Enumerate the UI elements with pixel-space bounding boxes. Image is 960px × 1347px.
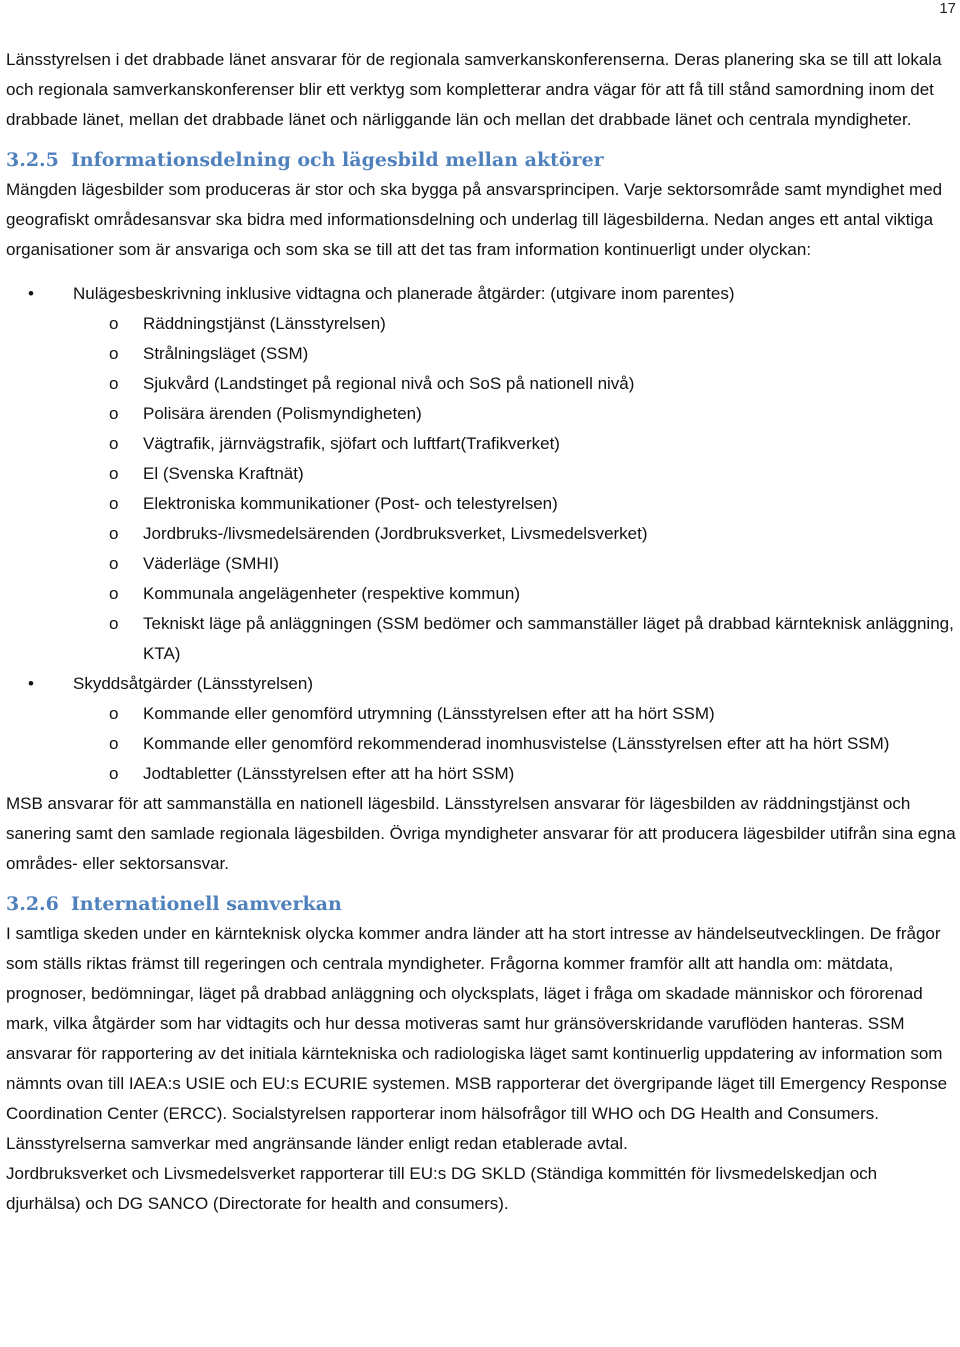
circle-bullet-icon: o — [109, 704, 119, 723]
sub-list-item-text: Kommunala angelägenheter (respektive kommun) — [143, 584, 521, 603]
intro-paragraph: Länsstyrelsen i det drabbade länet ansvarar för de regionala samverkanskonferenserna. Deras planering ska se till att lokala och regionala samverkanskonferenser blir ett verktyg som kompletterar andra vägar för att få till stånd samordning inom det drabbade länet, mellan det drabbade länet och närliggande län och mellan det drabbade länet och centrala myndigheter. — [6, 50, 942, 129]
sub-list-item-text: Elektroniska kommunikationer (Post- och telestyrelsen) — [143, 494, 558, 513]
section-number: 3.2.6 — [6, 893, 59, 915]
sub-list-item-text: Jodtabletter (Länsstyrelsen efter att ha hört SSM) — [143, 764, 515, 783]
sub-list — [73, 309, 956, 669]
circle-bullet-icon: o — [109, 404, 119, 423]
circle-bullet-icon: o — [109, 374, 119, 393]
sub-list-item-text: Vägtrafik, järnvägstrafik, sjöfart och luftfart(Trafikverket) — [143, 434, 560, 453]
sub-list-item — [73, 489, 956, 519]
sub-list-item-text: Väderläge (SMHI) — [143, 554, 280, 573]
list-item-text: Nulägesbeskrivning inklusive vidtagna och planerade åtgärder: (utgivare inom parentes) — [73, 284, 735, 303]
section-number: 3.2.5 — [6, 149, 59, 171]
section-title: Informationsdelning och lägesbild mellan aktörer — [70, 149, 604, 171]
sub-list-item-text: Tekniskt läge på anläggningen (SSM bedömer och sammanställer läget på drabbad kärnteknisk anläggning, KTA) — [143, 614, 954, 663]
circle-bullet-icon: o — [109, 524, 119, 543]
bullet-list — [6, 279, 956, 789]
sub-list-item — [73, 519, 956, 549]
section-heading-3-2-6 — [6, 889, 956, 919]
circle-bullet-icon: o — [109, 494, 119, 513]
sub-list-item — [73, 609, 956, 669]
circle-bullet-icon: o — [109, 314, 119, 333]
section-paragraph: Mängden lägesbilder som produceras är stor och ska bygga på ansvarsprincipen. Varje sektorsområde samt myndighet med geografiskt områdesansvar ska bidra med informationsdelning och underlag till lägesbilderna. Nedan anges ett antal viktiga organisationer som är ansvariga och som ska se till att det tas fram information kontinuerligt under olyckan: — [6, 180, 943, 259]
sub-list-item-text: Kommande eller genomförd utrymning (Länsstyrelsen efter att ha hört SSM) — [143, 704, 715, 723]
sub-list-item — [73, 729, 956, 759]
sub-list-item — [73, 309, 956, 339]
sub-list-item — [73, 699, 956, 729]
circle-bullet-icon: o — [109, 734, 119, 753]
sub-list-item-text: Jordbruks-/livsmedelsärenden (Jordbruksverket, Livsmedelsverket) — [143, 524, 648, 543]
sub-list-item-text: Räddningstjänst (Länsstyrelsen) — [143, 314, 386, 333]
sub-list-item-text: Sjukvård (Landstinget på regional nivå och SoS på nationell nivå) — [143, 374, 635, 393]
circle-bullet-icon: o — [109, 584, 119, 603]
sub-list-item-text: Polisära ärenden (Polismyndigheten) — [143, 404, 422, 423]
sub-list — [73, 699, 956, 789]
sub-list-item-text: Strålningsläget (SSM) — [143, 344, 309, 363]
circle-bullet-icon: o — [109, 344, 119, 363]
sub-list-item — [73, 579, 956, 609]
sub-list-item — [73, 399, 956, 429]
sub-list-item-text: El (Svenska Kraftnät) — [143, 464, 304, 483]
sub-list-item — [73, 459, 956, 489]
circle-bullet-icon: o — [109, 614, 119, 633]
list-item — [6, 279, 956, 669]
page-number: 17 — [939, 0, 956, 17]
section-title: Internationell samverkan — [70, 893, 342, 915]
section-paragraph: Jordbruksverket och Livsmedelsverket rapporterar till EU:s DG SKLD (Ständiga kommittén för livsmedelskedjan och djurhälsa) och DG SANCO (Directorate for health and consumers). — [6, 1164, 878, 1213]
sub-list-item — [73, 549, 956, 579]
sub-list-item — [73, 339, 956, 369]
section-paragraph: I samtliga skeden under en kärnteknisk olycka kommer andra länder att ha stort intresse av händelseutvecklingen. De frågor som ställs riktas främst till regeringen och centrala myndigheter. Frågorna kommer framför allt att handla om: mätdata, prognoser, bedömningar, läget på drabbad anläggning och olycksplats, läget i fråga om skadade människor och förorenad mark, vilka åtgärder som har vidtagits och hur dessa motiveras samt hur gränsöverskridande varuflöden hanteras. SSM ansvarar för rapportering av det initiala kärntekniska och radiologiska läget samt kontinuerlig uppdatering av information som nämnts ovan till IAEA:s USIE och EU:s ECURIE systemen. MSB rapporterar det övergripande läget till Emergency Response Coordination Center (ERCC). Socialstyrelsen rapporterar inom hälsofrågor till WHO och DG Health and Consumers. Länsstyrelserna samverkar med angränsande länder enligt redan etablerade avtal. — [6, 924, 948, 1153]
sub-list-item-text: Kommande eller genomförd rekommenderad inomhusvistelse (Länsstyrelsen efter att ha hört SSM) — [143, 734, 890, 753]
closing-paragraph: MSB ansvarar för att sammanställa en nationell lägesbild. Länsstyrelsen ansvarar för lägesbilden av räddningstjänst och sanering samt den samlade regionala lägesbilden. Övriga myndigheter ansvarar för att producera lägesbilder utifrån sina egna områdes- eller sektorsansvar. — [6, 794, 956, 873]
circle-bullet-icon: o — [109, 554, 119, 573]
sub-list-item — [73, 369, 956, 399]
list-item — [6, 669, 956, 789]
section-heading-3-2-5 — [6, 145, 956, 175]
bullet-icon: • — [28, 674, 34, 693]
sub-list-item — [73, 429, 956, 459]
circle-bullet-icon: o — [109, 764, 119, 783]
circle-bullet-icon: o — [109, 434, 119, 453]
circle-bullet-icon: o — [109, 464, 119, 483]
sub-list-item — [73, 759, 956, 789]
bullet-icon: • — [28, 284, 34, 303]
document-body — [6, 45, 956, 1219]
list-item-text: Skyddsåtgärder (Länsstyrelsen) — [73, 674, 314, 693]
